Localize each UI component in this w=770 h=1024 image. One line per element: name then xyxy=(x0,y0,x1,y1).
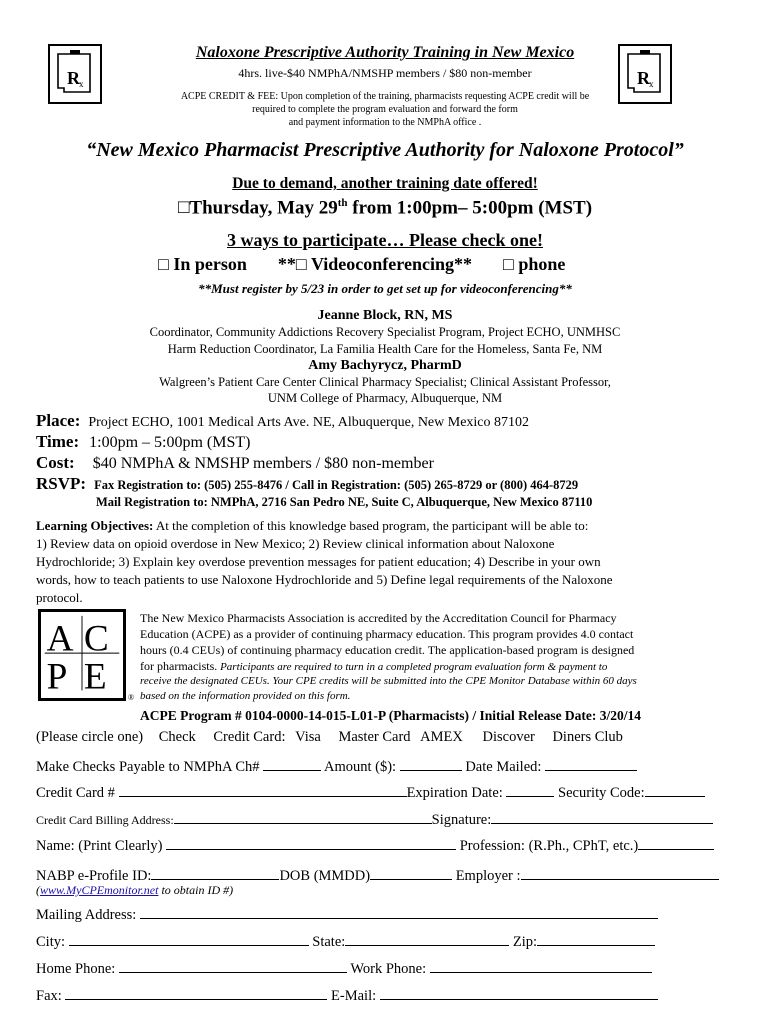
rsvp-label: RSVP: xyxy=(36,474,87,493)
fax-field[interactable] xyxy=(65,985,327,1000)
acpe-logo-mark xyxy=(41,612,123,698)
credit-card-label: Credit Card # xyxy=(36,785,115,801)
security-code-field[interactable] xyxy=(645,782,705,797)
time-value: 1:00pm – 5:00pm (MST) xyxy=(89,434,251,451)
register-deadline: **Must register by 5/23 in order to get set up for videoconferencing** xyxy=(198,281,572,296)
acpe-para-4-text: for pharmacists. xyxy=(140,659,218,673)
expiration-label: Expiration Date: xyxy=(406,785,503,801)
date-mailed-label: Date Mailed: xyxy=(465,759,542,775)
acpe-credit-note-3: and payment information to the NMPhA office . xyxy=(288,117,482,128)
dob-field[interactable] xyxy=(370,865,452,880)
home-phone-field[interactable] xyxy=(119,958,347,973)
time-row xyxy=(36,432,250,452)
cost-row xyxy=(36,453,434,473)
profession-label: Profession: (R.Ph., CPhT, etc.) xyxy=(459,838,639,854)
dob-label: DOB (MMDD) xyxy=(279,868,371,884)
state-label: State: xyxy=(312,934,346,950)
place-label: Place: xyxy=(36,411,81,430)
acpe-para-3: hours (0.4 CEUs) of continuing pharmacy education credit. The application-based program is designed xyxy=(140,643,635,657)
home-phone-label: Home Phone: xyxy=(36,961,116,977)
nabp-label: NABP e-Profile ID: xyxy=(36,868,152,884)
objectives-line-5: protocol. xyxy=(36,590,83,605)
acpe-para-1: The New Mexico Pharmacists Association is accredited by the Accreditation Council for Pharmacy xyxy=(140,611,617,625)
protocol-title: “New Mexico Pharmacist Prescriptive Authority for Naloxone Protocol” xyxy=(86,139,684,161)
payable-row xyxy=(36,756,637,776)
employer-label: Employer : xyxy=(455,868,521,884)
zip-field[interactable] xyxy=(537,931,655,946)
fax-label: Fax: xyxy=(36,988,62,1004)
expiration-field[interactable] xyxy=(506,782,554,797)
acpe-program-number: ACPE Program # 0104-0000-14-015-L01-P (Pharmacists) / Initial Release Date: 3/20/14 xyxy=(140,708,642,723)
credit-card-field[interactable] xyxy=(119,782,407,797)
video-prefix: ** xyxy=(277,254,296,274)
option-check[interactable]: Check xyxy=(158,729,196,745)
security-code-label: Security Code: xyxy=(558,785,645,801)
amount-label: Amount ($): xyxy=(323,759,397,775)
objectives-label: Learning Objectives: xyxy=(36,518,154,533)
phone-row xyxy=(36,958,652,978)
profession-field[interactable] xyxy=(638,835,714,850)
speaker1-role-1: Coordinator, Community Addictions Recovery Specialist Program, Project ECHO, UNMHSC xyxy=(149,325,621,339)
speaker1-name: Jeanne Block, RN, MS xyxy=(317,308,453,323)
acpe-logo xyxy=(38,609,126,701)
date-checkbox[interactable] xyxy=(178,197,189,218)
rsvp-fax-call: Fax Registration to: (505) 255-8476 / Call in Registration: (505) 265-8729 or (800) 464-8729 xyxy=(94,478,579,492)
acpe-para-2: Education (ACPE) as a provider of continuing pharmacy education. This program provides 4.0 contact xyxy=(140,627,634,641)
cpe-open-paren: ( xyxy=(36,883,40,897)
circle-instruction: (Please circle one) xyxy=(36,729,144,745)
videoconferencing-checkbox[interactable] xyxy=(296,254,307,274)
mailing-field[interactable] xyxy=(140,904,658,919)
objectives-line-2: 1) Review data on opioid overdose in New Mexico; 2) Review clinical information about Naloxone xyxy=(36,536,555,551)
zip-label: Zip: xyxy=(512,934,538,950)
demand-notice: Due to demand, another training date offered! xyxy=(232,175,538,192)
fax-row xyxy=(36,985,658,1005)
city-row xyxy=(36,931,655,951)
acpe-letter-c: C xyxy=(83,618,109,660)
participation-options xyxy=(158,254,565,275)
acpe-letter-e: E xyxy=(83,656,107,698)
state-field[interactable] xyxy=(345,931,509,946)
city-field[interactable] xyxy=(69,931,309,946)
acpe-para-5: receive the designated CEUs. Your CPE credits will be submitted into the CPE Monitor Database within 60 days xyxy=(140,675,637,687)
amount-field[interactable] xyxy=(400,756,462,771)
videoconferencing-label: Videoconferencing** xyxy=(310,254,472,274)
acpe-letter-a: A xyxy=(46,618,74,660)
billing-row xyxy=(36,809,713,829)
acpe-para-6: based on the information provided on this form. xyxy=(140,690,351,702)
acpe-para-4 xyxy=(140,659,607,674)
time-label: Time: xyxy=(36,432,80,451)
email-label: E-Mail: xyxy=(331,988,377,1004)
billing-field[interactable] xyxy=(174,809,432,824)
option-amex[interactable]: AMEX xyxy=(420,729,463,745)
option-visa[interactable]: Visa xyxy=(295,729,321,745)
option-mastercard[interactable]: Master Card xyxy=(338,729,411,745)
cpe-monitor-note xyxy=(36,883,233,898)
objectives-intro xyxy=(36,518,588,534)
nabp-field[interactable] xyxy=(151,865,279,880)
training-date xyxy=(0,197,770,219)
place-value: Project ECHO, 1001 Medical Arts Ave. NE, Albuquerque, New Mexico 87102 xyxy=(88,415,530,430)
option-discover[interactable]: Discover xyxy=(482,729,535,745)
objectives-line-1: At the completion of this knowledge based program, the participant will be able to: xyxy=(153,518,589,533)
signature-field[interactable] xyxy=(491,809,713,824)
date-mailed-field[interactable] xyxy=(545,756,637,771)
mailing-row xyxy=(36,904,658,924)
email-field[interactable] xyxy=(380,985,658,1000)
credit-card-row xyxy=(36,782,705,802)
speaker2-role-1: Walgreen’s Patient Care Center Clinical Pharmacy Specialist; Clinical Assistant Professor, xyxy=(159,375,611,389)
name-field[interactable] xyxy=(166,835,456,850)
option-diners-club[interactable]: Diners Club xyxy=(552,729,623,745)
rx-sub: x xyxy=(649,79,654,89)
billing-label: Credit Card Billing Address: xyxy=(36,813,174,827)
cost-value: $40 NMPhA & NMSHP members / $80 non-member xyxy=(92,455,434,472)
date-time: from 1:00pm– 5:00pm (MST) xyxy=(347,197,593,219)
nabp-row xyxy=(36,865,719,885)
work-phone-field[interactable] xyxy=(430,958,652,973)
speaker1-role-2: Harm Reduction Coordinator, La Familia Health Care for the Homeless, Santa Fe, NM xyxy=(167,342,603,356)
rx-letter: R xyxy=(637,68,650,88)
acpe-credit-note-1: ACPE CREDIT & FEE: Upon completion of the training, pharmacists requesting ACPE credit will be xyxy=(180,91,590,102)
speaker2-role-2: UNM College of Pharmacy, Albuquerque, NM xyxy=(267,391,503,405)
training-subtitle: 4hrs. live-$40 NMPhA/NMSHP members / $80 non-member xyxy=(238,66,532,80)
participate-heading: 3 ways to participate… Please check one! xyxy=(227,230,543,250)
speaker2-name: Amy Bachyrycz, PharmD xyxy=(308,358,462,373)
date-suffix: th xyxy=(337,197,348,209)
rsvp-row xyxy=(36,474,578,494)
acpe-letter-p: P xyxy=(46,656,68,698)
city-label: City: xyxy=(36,934,66,950)
phone-label: phone xyxy=(518,254,566,274)
check-number-field[interactable] xyxy=(263,756,321,771)
work-phone-label: Work Phone: xyxy=(350,961,427,977)
cpe-note-text: to obtain ID #) xyxy=(158,883,234,897)
name-row xyxy=(36,835,714,855)
mailing-label: Mailing Address: xyxy=(36,907,137,923)
payment-options-row xyxy=(36,729,623,746)
option-credit-card[interactable]: Credit Card: xyxy=(213,729,286,745)
date-day: Thursday, May 29 xyxy=(189,197,338,219)
training-title: Naloxone Prescriptive Authority Training in New Mexico xyxy=(195,44,575,61)
in-person-checkbox[interactable] xyxy=(158,254,169,274)
phone-checkbox[interactable] xyxy=(503,254,514,274)
objectives-line-3: Hydrochloride; 3) Explain key overdose prevention messages for patient education; 4) Describe in your own xyxy=(36,554,601,569)
in-person-label: In person xyxy=(173,254,247,274)
payable-label: Make Checks Payable to NMPhA Ch# xyxy=(36,759,260,775)
acpe-para-4-italic: Participants are required to turn in a completed program evaluation form & payment to xyxy=(217,661,608,673)
acpe-registered-mark: ® xyxy=(128,693,135,702)
objectives-line-4: words, how to teach patients to use Naloxone Hydrochloride and 5) Define legal requirements of the Naloxone xyxy=(36,572,613,587)
rsvp-mail: Mail Registration to: NMPhA, 2716 San Pedro NE, Suite C, Albuquerque, New Mexico 87110 xyxy=(96,495,593,509)
name-label: Name: (Print Clearly) xyxy=(36,838,163,854)
cost-label: Cost: xyxy=(36,453,75,472)
rx-letter: R xyxy=(67,68,80,88)
rx-sub: x xyxy=(79,79,84,89)
cpe-monitor-link[interactable]: www.MyCPEmonitor.net xyxy=(40,883,159,897)
signature-label: Signature: xyxy=(431,812,492,828)
place-row xyxy=(36,411,529,431)
acpe-credit-note-2: required to complete the program evaluation and forward the form xyxy=(252,104,518,115)
employer-field[interactable] xyxy=(521,865,719,880)
